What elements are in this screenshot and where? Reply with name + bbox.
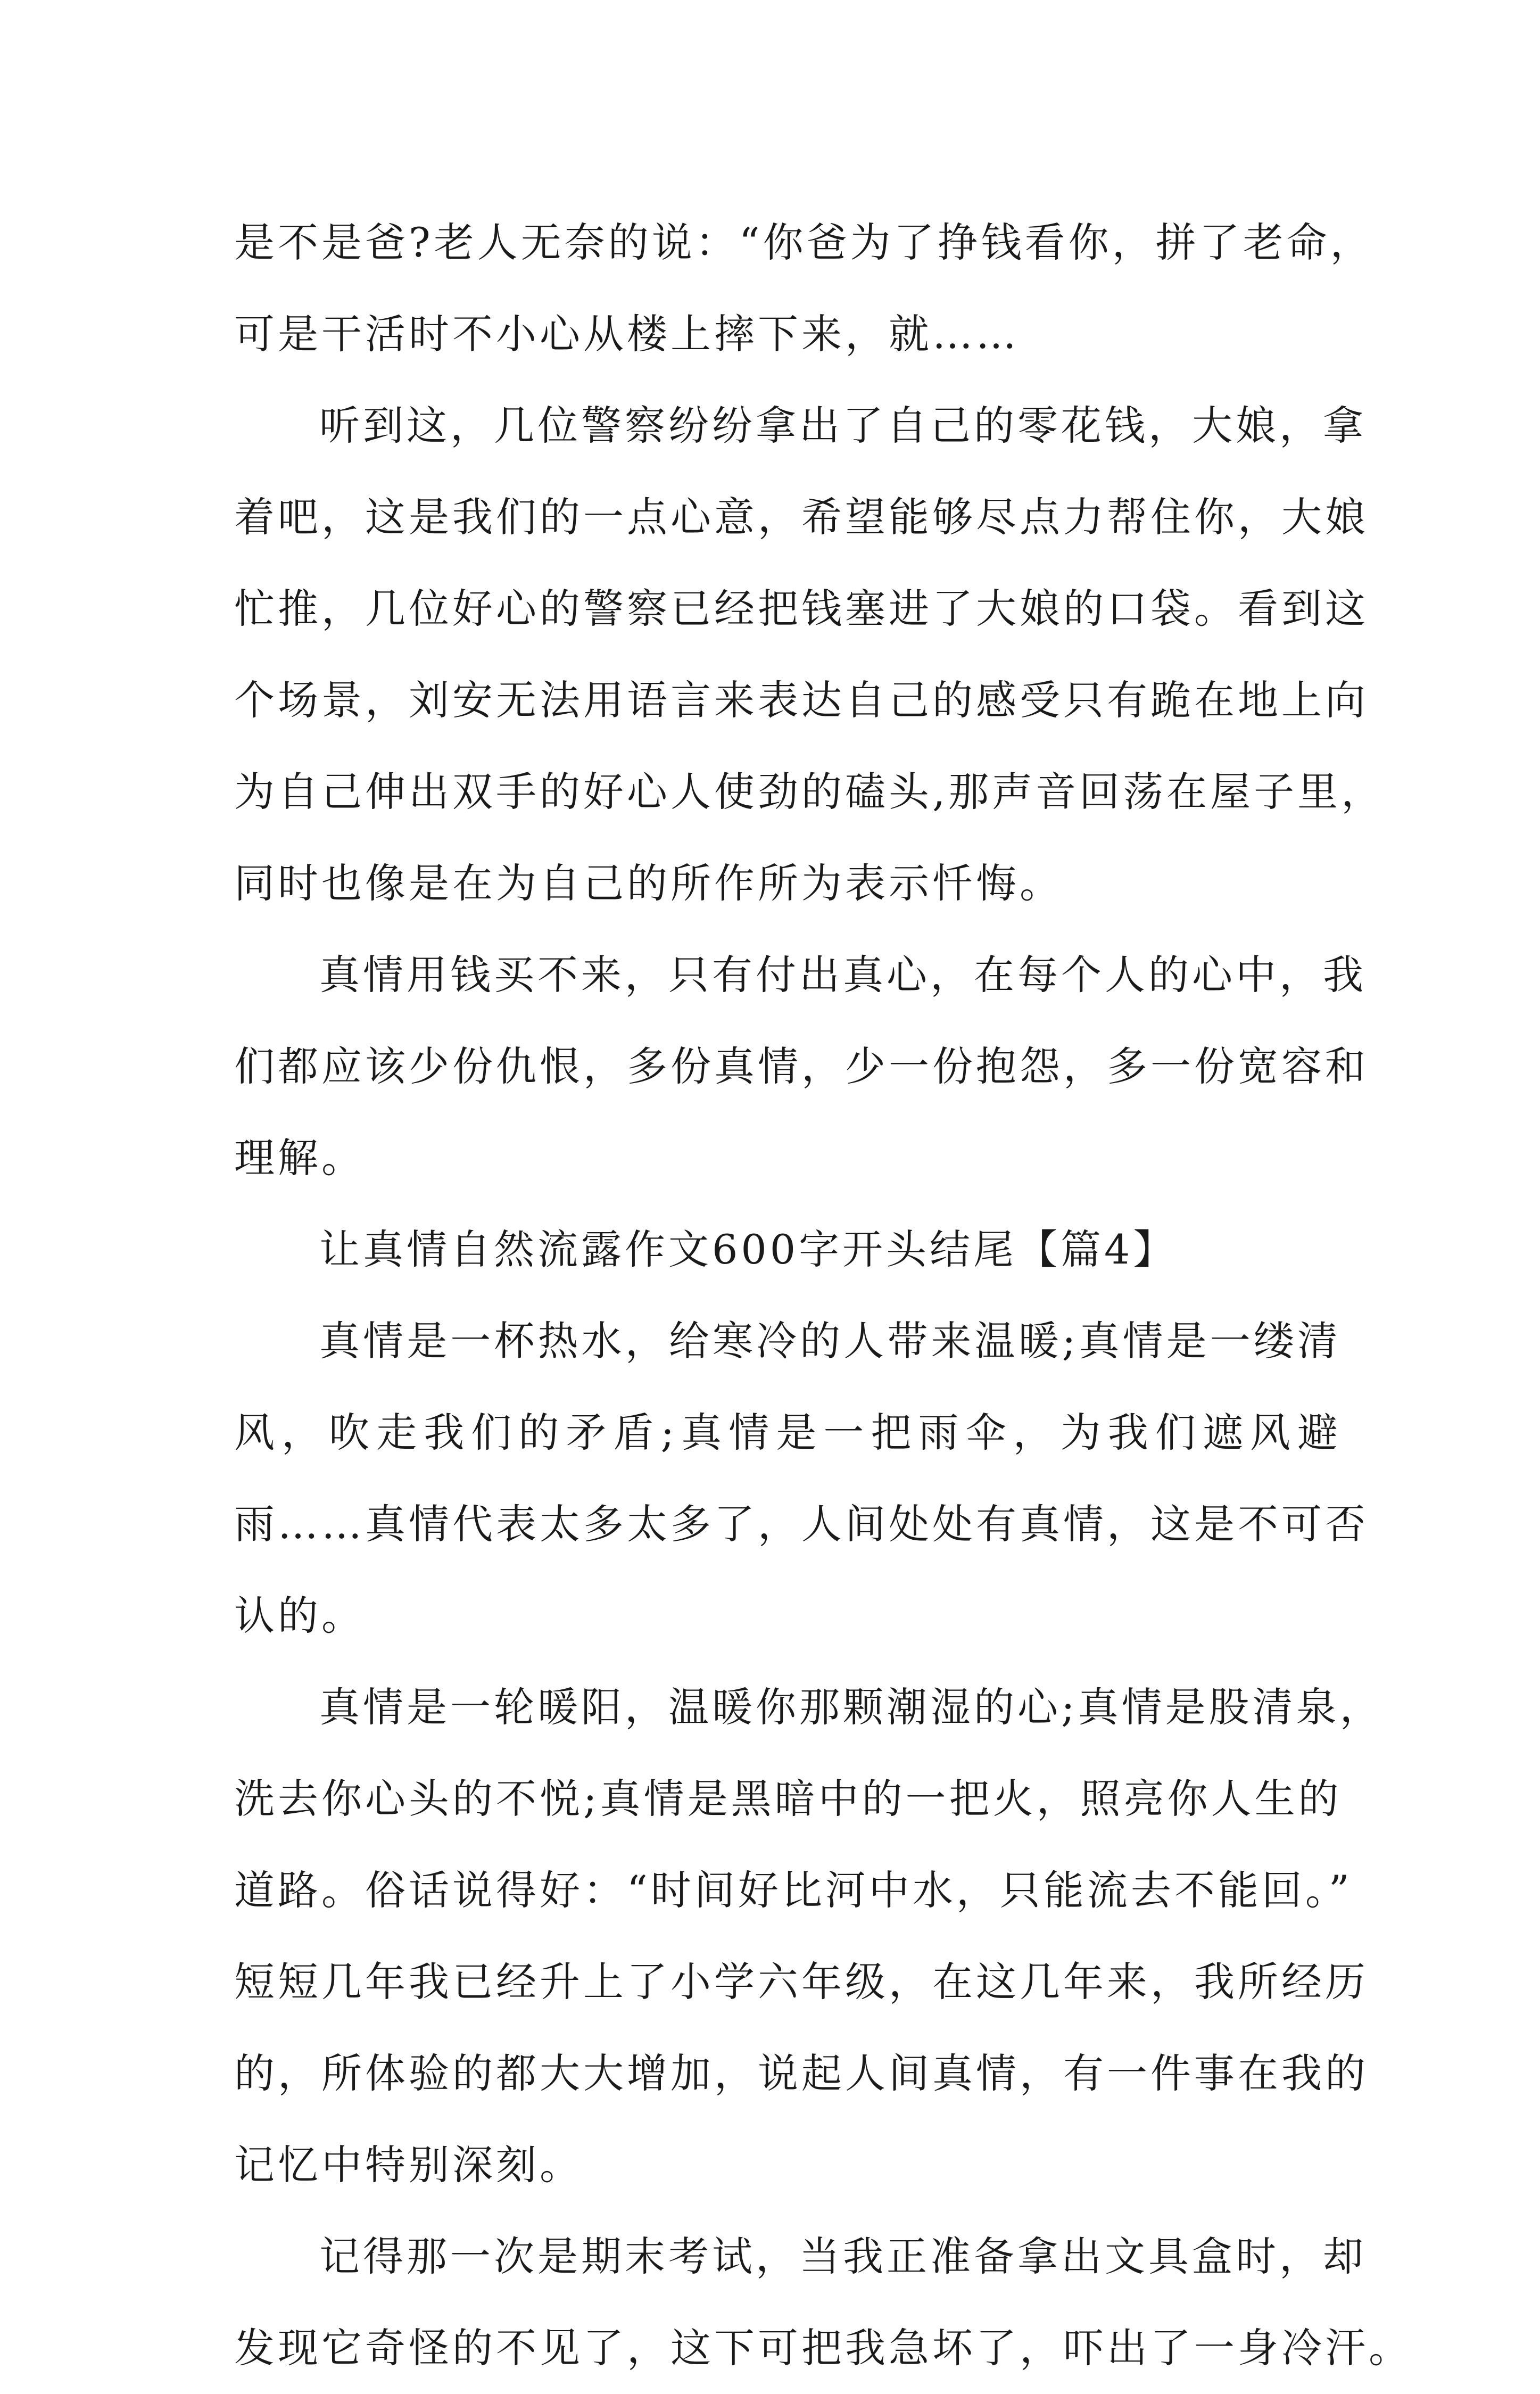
- text-line: 真情用钱买不来，只有付出真心，在每个人的心中，我: [319, 951, 1367, 998]
- text-line: 的，所体验的都大大增加，说起人间真情，有一件事在我的: [234, 2050, 1369, 2097]
- text-line: 雨……真情代表太多太多了，人间处处有真情，这是不可否: [234, 1500, 1369, 1548]
- text-line: 个场景，刘安无法用语言来表达自己的感受只有跪在地上向: [234, 676, 1369, 724]
- text-line: 着吧，这是我们的一点心意，希望能够尽点力帮住你，大娘: [234, 493, 1369, 541]
- text-line: 是不是爸?老人无奈的说：“你爸为了挣钱看你，拼了老命，: [234, 219, 1374, 266]
- text-line: 风，吹走我们的矛盾;真情是一把雨伞，为我们遮风避: [234, 1409, 1341, 1456]
- text-line: 短短几年我已经升上了小学六年级，在这几年来，我所经历: [234, 1958, 1369, 2005]
- text-line: 洗去你心头的不悦;真情是黑暗中的一把火，照亮你人生的: [234, 1775, 1342, 1822]
- text-line: 可是干活时不小心从楼上摔下来，就……: [234, 310, 1020, 358]
- text-line: 同时也像是在为自己的所作所为表示忏悔。: [234, 860, 1063, 907]
- text-line: 发现它奇怪的不见了，这下可把我急坏了，吓出了一身冷汗。: [234, 2324, 1412, 2372]
- text-line: 真情是一轮暖阳，温暖你那颗潮湿的心;真情是股清泉，: [319, 1683, 1384, 1731]
- text-line: 记得那一次是期末考试，当我正准备拿出文具盒时，却: [319, 2233, 1367, 2280]
- text-line: 听到这，几位警察纷纷拿出了自己的零花钱，大娘，拿: [319, 402, 1367, 449]
- text-line: 们都应该少份仇恨，多份真情，少一份抱怨，多一份宽容和: [234, 1043, 1369, 1090]
- section-heading: 让真情自然流露作文600字开头结尾【篇4】: [319, 1226, 1177, 1273]
- text-line: 认的。: [234, 1592, 365, 1639]
- text-line: 为自己伸出双手的好心人使劲的磕头,那声音回荡在屋子里，: [234, 768, 1385, 815]
- text-line: 理解。: [234, 1134, 365, 1182]
- text-line: 忙推，几位好心的警察已经把钱塞进了大娘的口袋。看到这: [234, 585, 1369, 632]
- text-line: 真情是一杯热水，给寒冷的人带来温暖;真情是一缕清: [319, 1317, 1341, 1365]
- text-line: 道路。俗话说得好：“时间好比河中水，只能流去不能回。”: [234, 1867, 1353, 1914]
- document-body: [234, 197, 1412, 2394]
- text-line: 记忆中特别深刻。: [234, 2141, 583, 2189]
